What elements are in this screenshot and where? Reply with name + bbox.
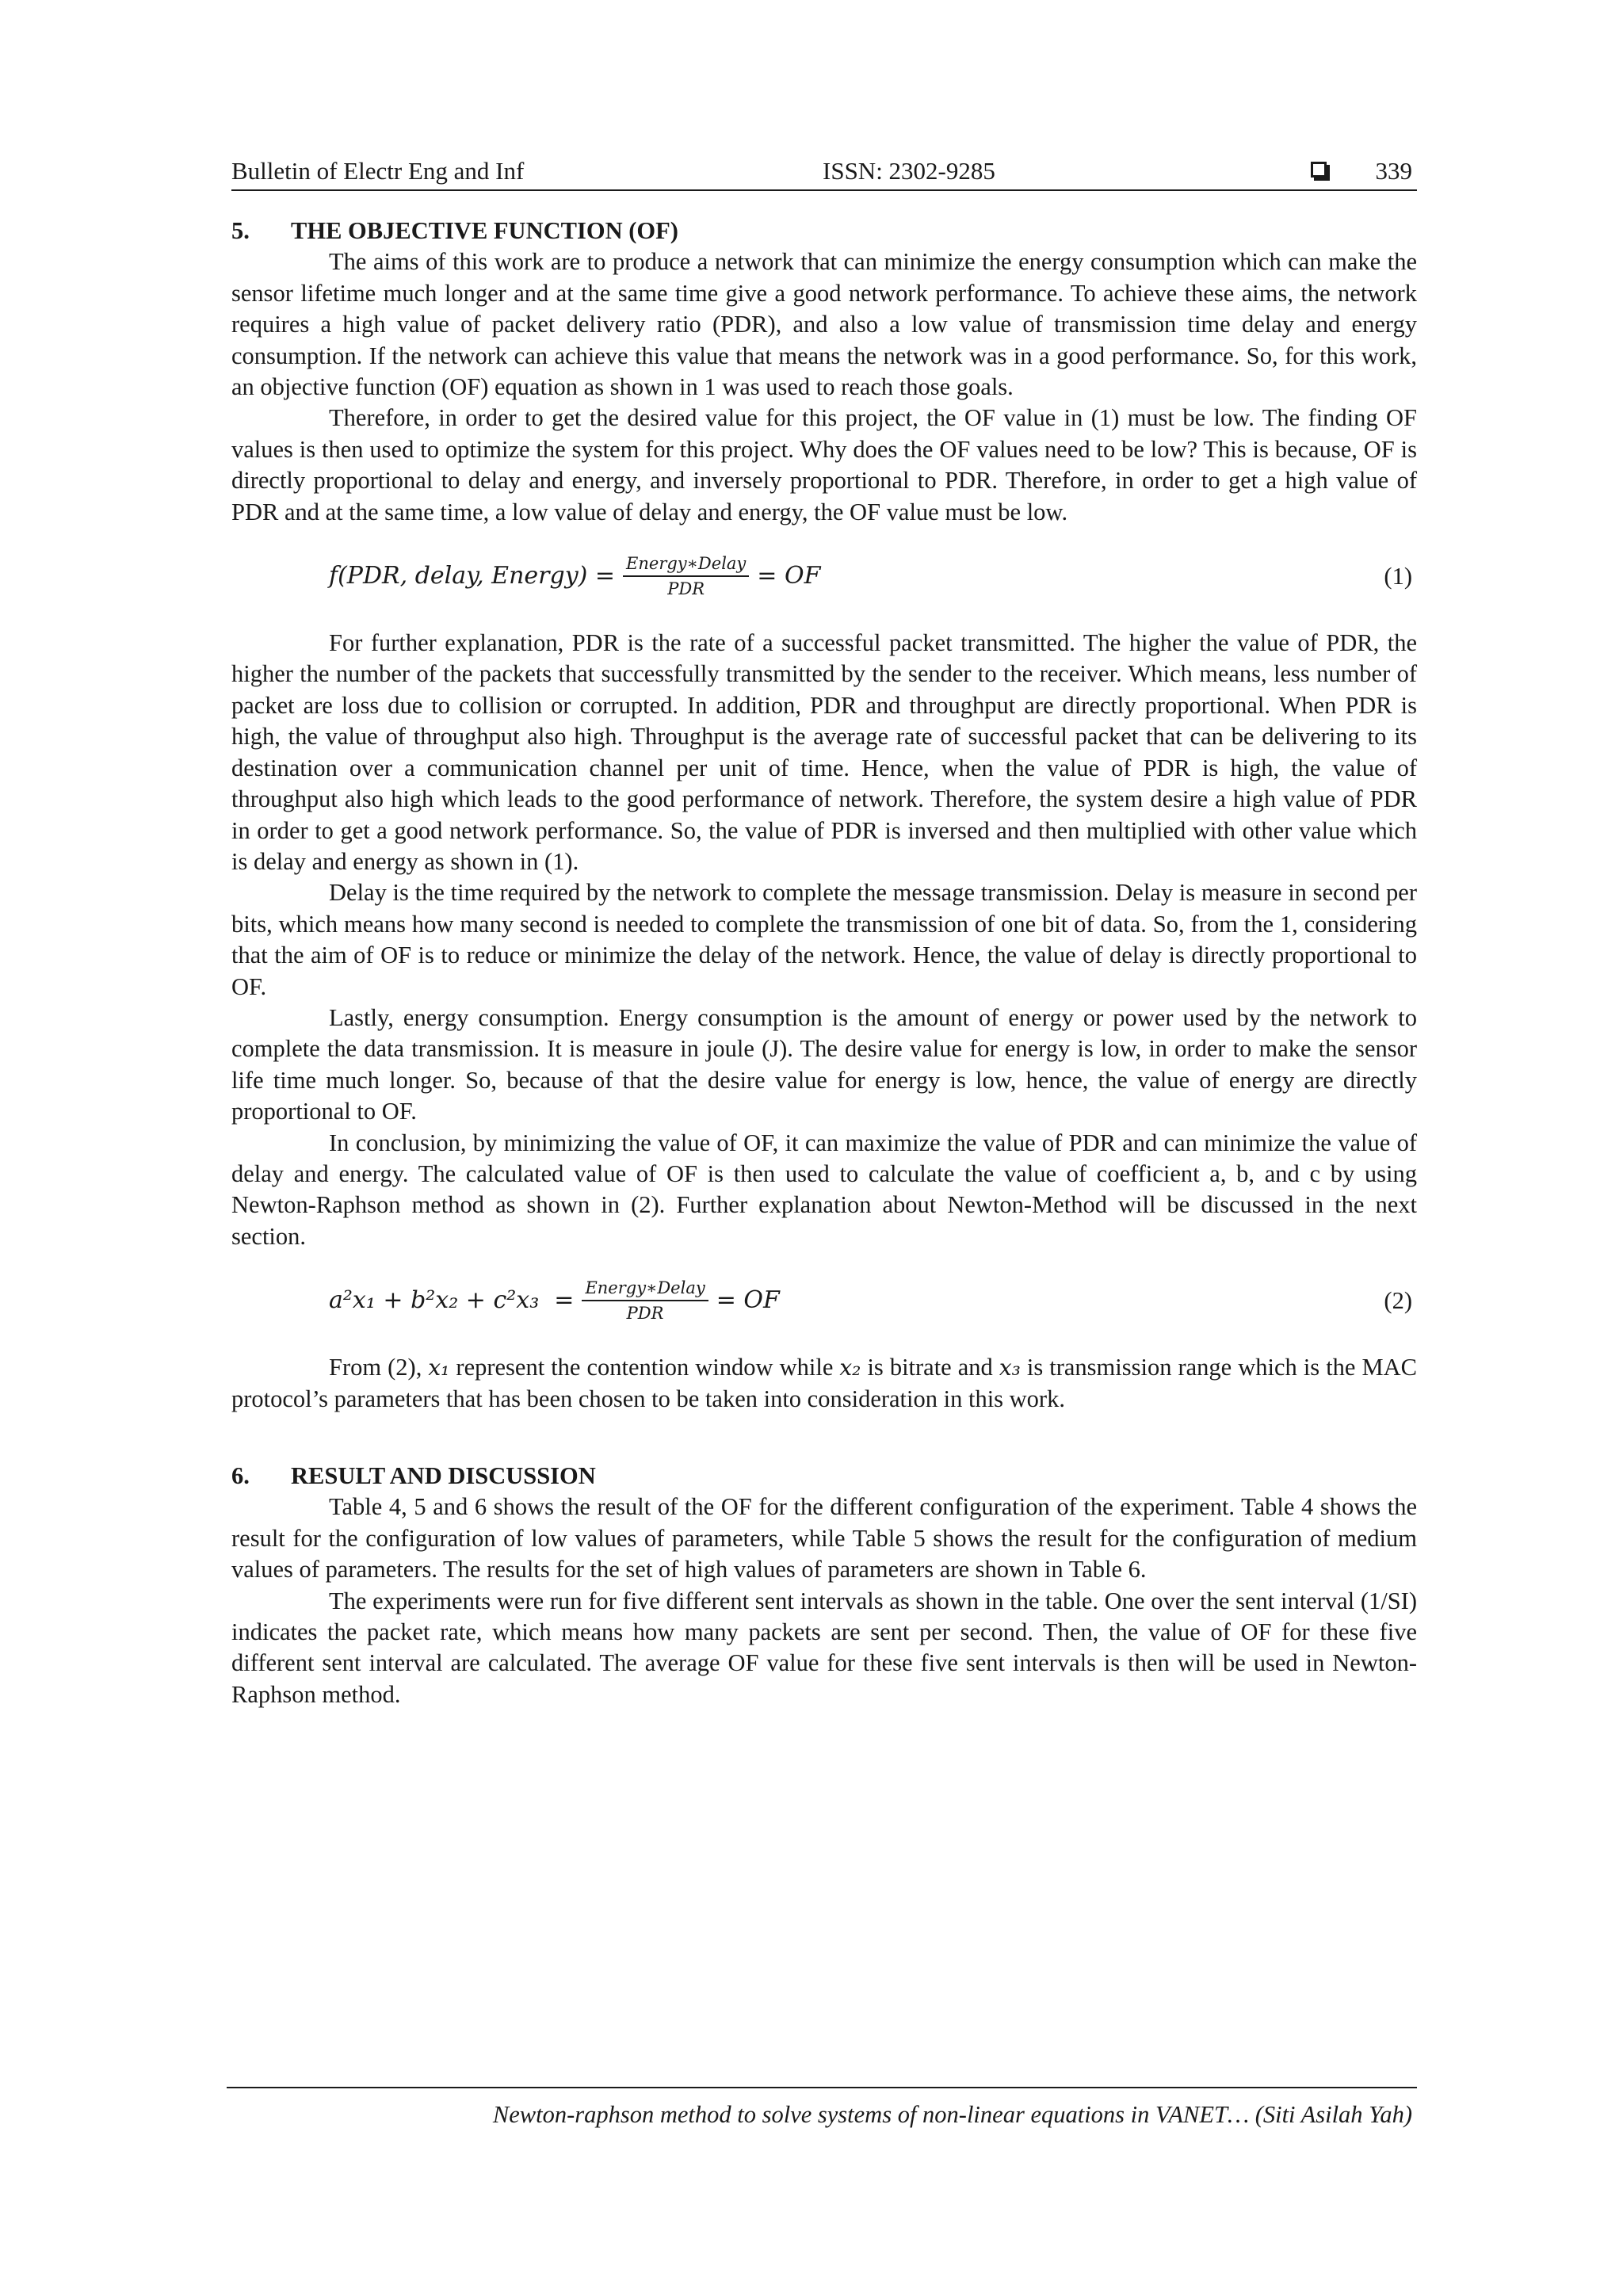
equation-number: (1) (1384, 563, 1412, 590)
equation-fraction (623, 553, 749, 599)
variable-x2: x₂ (839, 1354, 861, 1381)
body-text (231, 216, 1417, 1710)
page-number: 339 (1375, 157, 1412, 185)
fraction-numerator: Energy∗Delay (623, 553, 749, 577)
section-number: 6. (231, 1462, 250, 1489)
fraction-denominator: PDR (626, 1304, 664, 1324)
section-heading-objective-function (231, 216, 1417, 246)
equation-rhs: = OF (716, 1286, 780, 1315)
equation-2 (231, 1268, 1417, 1333)
fraction-numerator: Energy∗Delay (582, 1278, 708, 1301)
paragraph: Therefore, in order to get the desired value for this project, the OF value in (1) must be low. The finding OF values is then used to optimize the system for this project. Why does the OF values need to be low? This is because, OF is directly proportional to delay and energy, and inversely proportional to PDR. Therefore, in order to get a high value of PDR and at the same time, a low value of delay and energy, the OF value must be low. (231, 404, 1417, 525)
equation-number: (2) (1384, 1287, 1412, 1315)
footer-rule (227, 2087, 1417, 2088)
paragraph: The aims of this work are to produce a network that can minimize the energy consumption which can make the sensor lifetime much longer and at the same time give a good network performance. To achieve these aims, the network requires a high value of packet delivery ratio (PDR), and also a low value of transmission time delay and energy consumption. If the network can achieve this value that means the network was in a good performance. So, for this work, an objective function (OF) equation as shown in 1 was used to reach those goals. (231, 248, 1417, 401)
paragraph: The experiments were run for five different sent intervals as shown in the table. One over the sent interval (1/SI) indicates the packet rate, which means how many packets are sent per second. Then, the value of OF for these five different sent interval are calculated. The average OF value for these five sent intervals is then will be used in Newton-Raphson method. (231, 1587, 1417, 1708)
journal-name: Bulletin of Electr Eng and Inf (231, 157, 525, 185)
paragraph: Delay is the time required by the network to complete the message transmission. Delay is measure in second per bits, which means how many second is needed to complete the transmission of one bit of data. So, from the 1, considering that the aim of OF is to reduce or minimize the delay of the network. Hence, the value of delay is directly proportional to OF. (231, 879, 1417, 1000)
text-run: From (2), (329, 1354, 429, 1381)
header-rule (231, 189, 1417, 191)
running-header (231, 152, 1417, 190)
equation-lhs: a²x₁ + b²x₂ + c²x₃ = (329, 1286, 575, 1315)
equation-body (329, 1268, 780, 1333)
paragraph: In conclusion, by minimizing the value of OF, it can maximize the value of PDR and can minimize the value of delay and energy. The calculated value of OF is then used to calculate the value of coefficient a, b, and c by using Newton-Raphson method as shown in (2). Further explanation about Newton-Method will be discussed in the next section. (231, 1129, 1417, 1250)
fraction-denominator: PDR (667, 579, 705, 599)
section-gap (231, 1415, 1417, 1461)
paper-page (231, 0, 1417, 2296)
box-bullet-icon (1311, 162, 1327, 178)
equation-body (329, 544, 820, 609)
text-run: is bitrate and (861, 1354, 999, 1381)
paragraph: Lastly, energy consumption. Energy consumption is the amount of energy or power used by the network to complete the data transmission. It is measure in joule (J). The desire value for energy is low, in order to make the sensor life time much longer. So, because of that the desire value for energy is low, hence, the value of energy are directly proportional to OF. (231, 1003, 1417, 1125)
paragraph: For further explanation, PDR is the rate of a successful packet transmitted. The higher the value of PDR, the higher the number of the packets that successfully transmitted by the sender to the receiver. Which means, less number of packet are loss due to collision or corrupted. In addition, PDR and throughput are directly proportional. When PDR is high, the value of throughput also high. Throughput is the average rate of successful packet that can be delivering to its destination over a communication channel per unit of time. Hence, when the value of PDR is high, the value of throughput also high which leads to the good performance of network. Therefore, the system desire a high value of PDR in order to get a good network performance. So, the value of PDR is inversed and then multiplied with other value which is delay and energy as shown in (1). (231, 629, 1417, 875)
paragraph: Table 4, 5 and 6 shows the result of the OF for the different configuration of the experiment. Table 4 shows the result for the configuration of low values of parameters, while Table 5 shows the result for the configuration of medium values of parameters. The results for the set of high values of parameters are shown in Table 6. (231, 1493, 1417, 1584)
variable-x1: x₁ (428, 1354, 450, 1381)
variable-x3: x₃ (999, 1354, 1021, 1381)
equation-lhs: f(PDR, delay, Energy) = (329, 562, 616, 590)
section-heading-result-discussion (231, 1461, 1417, 1492)
equation-rhs: = OF (757, 562, 821, 590)
section-number: 5. (231, 217, 250, 244)
issn: ISSN: 2302-9285 (823, 157, 995, 185)
text-run: represent the contention window while (449, 1354, 840, 1381)
equation-fraction (582, 1278, 708, 1324)
equation-1 (231, 544, 1417, 609)
section-title: THE OBJECTIVE FUNCTION (OF) (291, 217, 678, 244)
section-title: RESULT AND DISCUSSION (291, 1462, 596, 1489)
running-footer: Newton-raphson method to solve systems of non-linear equations in VANET… (Siti Asilah Yah) (492, 2101, 1412, 2128)
text-run: is transmission range which is the MAC protocol’s parameters that has been chosen to be taken into consideration in this work. (231, 1354, 1417, 1412)
paragraph-variables (231, 1352, 1417, 1415)
